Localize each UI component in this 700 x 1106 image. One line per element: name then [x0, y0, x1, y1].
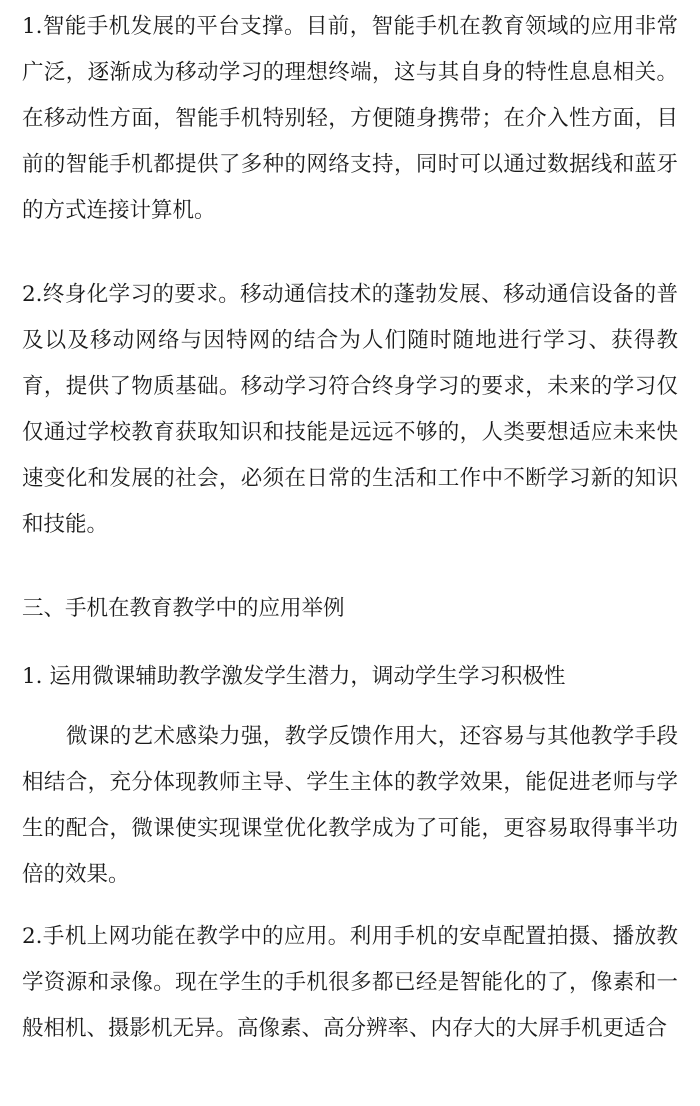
section-heading-application-examples: 三、手机在教育教学中的应用举例 — [22, 596, 345, 621]
paragraph-lifelong-learning: 2.终身化学习的要求。移动通信技术的蓬勃发展、移动通信设备的普及以及移动网络与因特网的结合为人们随时随地进行学习、获得教育，提供了物质基础。移动学习符合终身学习的要求，未来的学习仅仅通过学校教育获取知识和技能是远远不够的，人类要想适应未来快速变化和发展的社会，必须在日常的生活和工作中不断学习新的知识和技能。 — [22, 282, 678, 537]
paragraph-mobile-internet: 2.手机上网功能在教学中的应用。利用手机的安卓配置拍摄、播放教学资源和录像。现在学生的手机很多都已经是智能化的了，像素和一般相机、摄影机无异。高像素、高分辨率、内存大的大屏手机更适合 — [22, 924, 678, 1041]
subheading-micro-lessons: 1. 运用微课辅助教学激发学生潜力，调动学生学习积极性 — [22, 664, 566, 689]
paragraph-micro-lessons: 微课的艺术感染力强，教学反馈作用大，还容易与其他教学手段相结合，充分体现教师主导、学生主体的教学效果，能促进老师与学生的配合，微课使实现课堂优化教学成为了可能，更容易取得事半功倍的效果。 — [22, 724, 678, 887]
paragraph-platform-support: 1.智能手机发展的平台支撑。目前，智能手机在教育领域的应用非常广泛，逐渐成为移动学习的理想终端，这与其自身的特性息息相关。在移动性方面，智能手机特别轻，方便随身携带；在介入性方面，目前的智能手机都提供了多种的网络支持，同时可以通过数据线和蓝牙的方式连接计算机。 — [22, 14, 678, 223]
